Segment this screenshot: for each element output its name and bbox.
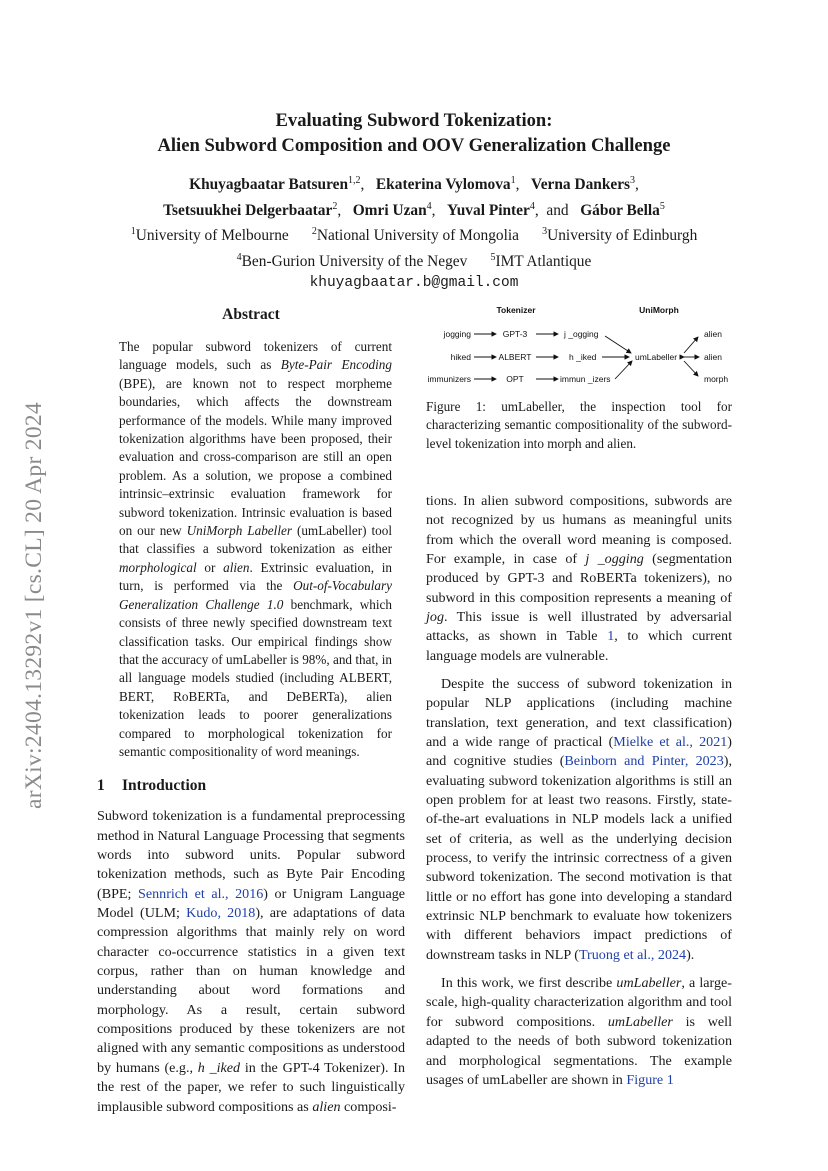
- paper-title: [0, 108, 828, 158]
- fig-arrow-out-3: [684, 361, 698, 376]
- citation-link[interactable]: Kudo, 2018: [186, 905, 256, 922]
- section-heading-introduction: 1 Introduction: [97, 777, 207, 795]
- fig-center-node: umLabeller: [634, 352, 678, 362]
- figure-caption: Figure 1: umLabeller, the inspection tool for characterizing semantic compositionality of the subword-level tokenization into morph and alien.: [426, 399, 732, 451]
- table-ref-link[interactable]: 1: [607, 628, 615, 645]
- fig-word-2: hiked: [450, 352, 471, 362]
- author-block: [0, 170, 828, 294]
- figure-1: [426, 300, 732, 396]
- right-column: [426, 300, 732, 1090]
- fig-word-1: jogging: [443, 329, 471, 339]
- fig-segmentation-2: h _iked: [569, 352, 597, 362]
- citation-link[interactable]: Beinborn and Pinter, 2023: [564, 753, 724, 770]
- fig-arrow-seg-1: [605, 336, 631, 353]
- fig-tokenizer-1: GPT-3: [502, 329, 528, 339]
- authors-line-2: Tsetsuukhei Delgerbaatar$^2$, Omri Uzan$^4$, Yuval Pinter$^4$, and Gábor Bella$^5$: [163, 200, 665, 219]
- fig-segmentation-3: immun _izers: [560, 374, 611, 384]
- fig-label-3: morph: [704, 374, 729, 384]
- figure-ref-link[interactable]: Figure 1: [626, 1071, 674, 1088]
- citation-link[interactable]: Mielke et al., 2021: [613, 734, 728, 751]
- affiliations-line-1: $^1$University of Melbourne $^2$National University of Mongolia $^3$University of Edinburgh: [130, 226, 698, 245]
- fig-label-1: alien: [704, 329, 722, 339]
- abstract-heading: Abstract: [222, 306, 280, 323]
- fig-arrow-seg-3: [615, 361, 632, 379]
- title-line-2: Alien Subword Composition and OOV Generalization Challenge: [157, 135, 671, 156]
- left-column: [97, 300, 405, 1117]
- fig-label-2: alien: [704, 352, 722, 362]
- authors-line-1: Khuyagbaatar Batsuren$^{1,2}$, Ekaterina Vylomova$^1$, Verna Dankers$^3$,: [189, 175, 639, 194]
- umlabeller-diagram: [426, 300, 732, 396]
- right-body-text: [426, 492, 732, 1090]
- paragraph-alien-compositions: tions. In alien subword compositions, subwords are not recognized by us humans as meaningful units from which the overall word meaning is composed. For example, in case of j _ogging (segmentation produced by GPT-3 and RoBERTa tokenizers), no subword in this composition represents a meaning of jog. This issue is well illustrated by adversarial attacks, as shown in Table 1, to which current language models are vulnerable.: [426, 492, 732, 664]
- author-email[interactable]: khuyagbaatar.b@gmail.com: [309, 274, 519, 291]
- fig-segmentation-1: j _ogging: [564, 329, 599, 339]
- fig-word-3: immunizers: [427, 374, 471, 384]
- paragraph-this-work: In this work, we first describe umLabeller, a large-scale, high-quality characterization algorithm and tool for subword compositions. umLabeller is well adapted to the needs of both subword tokenization and morphological segmentations. The example usages of umLabeller are shown in Figure 1: [426, 975, 732, 1088]
- fig-arrow-out-1: [684, 337, 698, 353]
- fig-col-tokenizer: Tokenizer: [496, 305, 536, 315]
- citation-link[interactable]: Truong et al., 2024: [578, 946, 687, 963]
- citation-link[interactable]: Sennrich et al., 2016: [138, 885, 264, 902]
- fig-tokenizer-3: OPT: [506, 374, 524, 384]
- title-line-1: Evaluating Subword Tokenization:: [275, 110, 553, 131]
- arxiv-stamp: arXiv:2404.13292v1 [cs.CL] 20 Apr 2024: [20, 401, 47, 809]
- intro-paragraph: Subword tokenization is a fundamental preprocessing method in Natural Language Processing that segments words into subword units. Popular subword tokenization methods, such as Byte Pair Encoding (BPE; Sennrich et al., 2016) or Unigram Language Model (ULM; Kudo, 2018), are adaptations of data compression algorithms that mainly rely on word character co-occurrence statistics in a given text corpus, rather than on human knowledge and understanding about word formations and morphology. As a result, certain subword compositions produced by these tokenizers are not aligned with any semantic compositions as understood by humans (e.g., h _iked in the GPT-4 Tokenizer). In the rest of the paper, we refer to such linguistically implausible subword compositions as alien composi-: [97, 808, 406, 1115]
- affiliations-line-2: $^4$Ben-Gurion University of the Negev $^5$IMT Atlantique: [236, 251, 592, 270]
- abstract-text: The popular subword tokenizers of current language models, such as Byte-Pair Encoding (BPE), are known not to respect morpheme boundaries, which affects the downstream performance of the models. While many improved tokenization algorithms have been proposed, their evaluation and cross-comparison are still an open problem. As a solution, we propose a combined intrinsic–extrinsic evaluation framework for subword tokenization. Intrinsic evaluation is based on our new UniMorph Labeller (umLabeller) tool that classifies a subword tokenization as either morphological or alien. Extrinsic evaluation, in turn, is performed via the Out-of-Vocabulary Generalization Challenge 1.0 benchmark, which consists of three newly specified downstream text classification tasks. Our empirical findings show that the accuracy of umLabeller is 98%, and that, in all language models studied (including ALBERT, BERT, RoBERTa, and DeBERTa), alien tokenization leads to poorer generalizations compared to morphological tokenization for semantic compositionality of word meanings.: [119, 339, 393, 759]
- fig-tokenizer-2: ALBERT: [498, 352, 532, 362]
- fig-col-unimorph: UniMorph: [639, 305, 679, 315]
- paragraph-motivation: Despite the success of subword tokenization in popular NLP applications (including machine translation, text generation, and text classification) and a wide range of practical (Mielke et al., 2021) and cognitive studies (Beinborn and Pinter, 2023), evaluating subword tokenization algorithms is still an open problem for at least two reasons. Firstly, state-of-the-art evaluations in NLP models lack a unified set of criteria, as well as the underlying decision process, to verify the intrinsic correctness of a given subword tokenization. The second motivation is that little or no effort has gone into developing a standard extrinsic NLP benchmark to evaluate how tokenizers with different behaviors impact predictions of downstream tasks in NLP (Truong et al., 2024).: [426, 675, 732, 963]
